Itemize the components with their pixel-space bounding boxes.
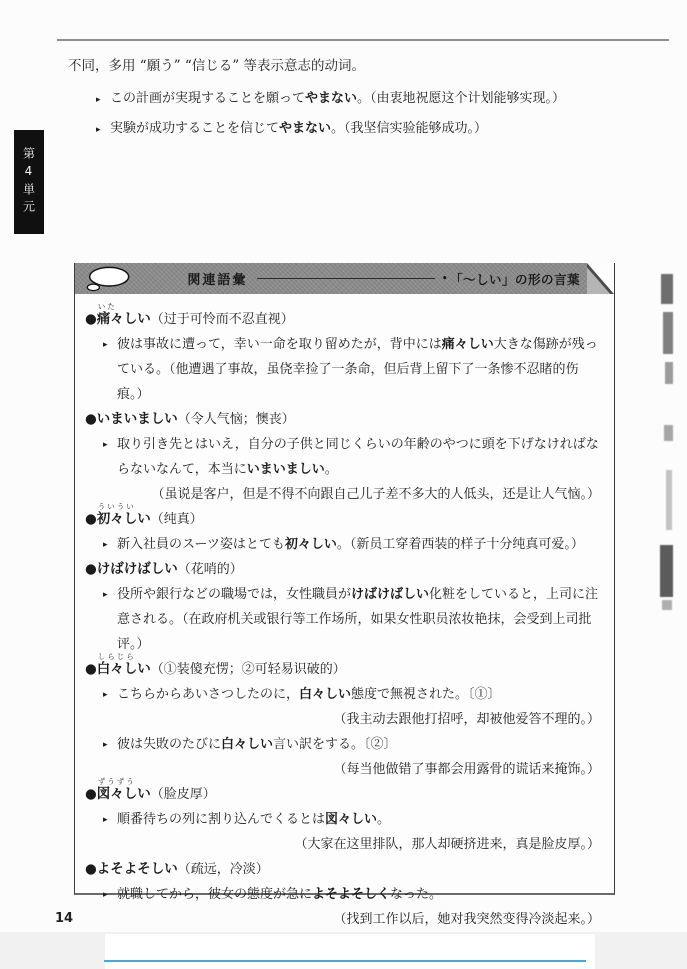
example-text xyxy=(110,114,487,144)
sentence-text: 新入社員のスーツ姿はとても xyxy=(117,537,285,552)
keyword-bold: いまいましい xyxy=(246,462,325,477)
entry-bullet-icon: ● xyxy=(85,861,97,877)
usage-example xyxy=(96,84,636,114)
vocab-entry-heading xyxy=(85,502,602,532)
keyword-bold: 初々しい xyxy=(284,537,337,552)
vocab-word-text: けばけばしい xyxy=(96,561,178,577)
vocab-entry xyxy=(85,857,602,932)
scan-artifact xyxy=(665,362,673,384)
scan-artifact xyxy=(662,600,672,610)
sentence-text: こちらからあいさつしたのに， xyxy=(117,687,300,702)
chinese-gloss: （脸皮厚） xyxy=(150,787,216,802)
chinese-translation: （找到工作以后，她对我突然变得冷淡起来。） xyxy=(333,912,600,927)
furigana: ういうい xyxy=(97,502,136,511)
chinese-gloss: （令人气恼；懊丧） xyxy=(177,412,295,427)
chinese-gloss: （过于可怜而不忍直视） xyxy=(150,312,294,327)
page-number: 14 xyxy=(55,911,74,926)
vocab-entry-heading xyxy=(85,777,602,807)
keyword-bold: 白々しい xyxy=(221,737,274,752)
example-text xyxy=(117,582,602,657)
scan-artifact xyxy=(666,470,672,530)
example-marker-icon: ▸ xyxy=(103,340,108,350)
vocab-entry xyxy=(85,302,602,407)
chinese-gloss: （疏远，冷淡） xyxy=(177,862,269,877)
vocab-word-text: よそよそしい xyxy=(96,861,178,877)
vocab-word-text: 白々しい xyxy=(96,661,151,677)
chinese-gloss: （花哨的） xyxy=(177,562,243,577)
example-text xyxy=(117,807,602,832)
chinese-gloss: （①装傻充愣；②可轻易识破的） xyxy=(150,662,346,677)
furigana: しらじら xyxy=(97,652,136,661)
chinese-gloss: （纯真） xyxy=(150,512,203,527)
vocab-entry xyxy=(85,652,602,782)
example-sentence xyxy=(85,532,602,557)
keyword-bold: やまない xyxy=(305,91,358,106)
example-marker-icon: ▸ xyxy=(103,590,108,600)
vocab-entry-heading xyxy=(85,407,602,432)
example-text xyxy=(117,532,602,557)
sentence-text: 順番待ちの列に割り込んでくるとは xyxy=(117,812,326,827)
example-sentence xyxy=(85,582,602,657)
entry-bullet-icon: ● xyxy=(85,661,97,677)
example-marker-icon: ▸ xyxy=(96,95,101,105)
bottom-accent-line xyxy=(104,960,586,962)
entry-bullet-icon: ● xyxy=(85,311,97,327)
scan-artifact xyxy=(664,425,673,441)
intro-paragraph: 不同，多用 “願う” “信じる” 等表示意志的动词。 xyxy=(68,58,365,74)
example-marker-icon: ▸ xyxy=(103,815,108,825)
related-vocab-box xyxy=(74,263,615,927)
vocab-entry xyxy=(85,557,602,657)
entry-bullet-icon: ● xyxy=(85,786,97,802)
entry-bullet-icon: ● xyxy=(85,511,97,527)
chinese-translation: （大家在这里排队，那人却硬挤进来，真是脸皮厚。） xyxy=(294,837,600,852)
vocab-word xyxy=(96,652,151,677)
example-sentence xyxy=(85,882,602,907)
top-rule xyxy=(57,39,669,41)
example-sentence xyxy=(85,682,602,707)
example-text xyxy=(117,882,602,907)
vocab-word xyxy=(96,502,151,527)
sentence-text: 。 xyxy=(377,812,391,827)
vocab-entry-heading xyxy=(85,557,602,582)
sentence-text: この計画が実現することを願って xyxy=(110,91,306,106)
vocab-entry-heading xyxy=(85,652,602,682)
vocab-word-text: 図々しい xyxy=(96,786,151,802)
vocab-word xyxy=(97,861,178,877)
chinese-translation: （我主动去跟他打招呼，却被他爱答不理的。） xyxy=(333,712,600,727)
vocab-word-text: 痛々しい xyxy=(96,311,151,327)
sentence-text: なった。 xyxy=(390,887,443,902)
example-sentence xyxy=(85,732,602,757)
sentence-text: 。 xyxy=(324,462,338,477)
vocab-entry-heading xyxy=(85,857,602,882)
vocab-word xyxy=(96,777,151,802)
example-marker-icon: ▸ xyxy=(96,125,101,135)
speech-bubble-icon xyxy=(85,266,131,292)
sentence-text: 彼は事故に遭って，幸い一命を取り留めたが，背中には xyxy=(117,337,442,352)
unit-tab: 第4単元 xyxy=(14,130,44,234)
vocab-box-subtitle: 「〜しい」の形の言葉 xyxy=(449,271,580,287)
example-text xyxy=(117,332,602,407)
sentence-text: 化粧をしていると，上司に注意される。（在政府机关或银行等工作场所，如果女性职员浓妆艳抹，会受到上司批评。） xyxy=(117,587,599,652)
next-page-edge xyxy=(105,934,595,969)
keyword-bold: 痛々しい xyxy=(441,337,494,352)
sentence-text: 態度で無視された。〔①〕 xyxy=(351,687,501,702)
keyword-bold: よそよそしく xyxy=(312,887,391,902)
vocab-entry xyxy=(85,407,602,507)
usage-example xyxy=(96,114,636,144)
sentence-text: 。（我坚信实验能够成功。） xyxy=(331,121,488,136)
sentence-text: 就職してから，彼女の態度が急に xyxy=(117,887,313,902)
sentence-text: 言い訳をする。〔②〕 xyxy=(273,737,397,752)
vocab-entries xyxy=(75,294,614,927)
vocab-box-header xyxy=(75,263,614,294)
sentence-text: 実験が成功することを信じて xyxy=(110,121,280,136)
example-text xyxy=(117,682,602,707)
furigana: いた xyxy=(97,302,117,311)
vocab-entry xyxy=(85,777,602,857)
example-marker-icon: ▸ xyxy=(103,440,108,450)
header-row xyxy=(75,263,584,294)
keyword-bold: やまない xyxy=(279,121,332,136)
example-marker-icon: ▸ xyxy=(103,690,108,700)
chinese-translation: （虽说是客户，但是不得不向跟自己儿子差不多大的人低头，还是让人气恼。） xyxy=(151,487,600,502)
scan-artifact xyxy=(663,312,673,354)
example-sentence xyxy=(85,332,602,407)
header-connector-line xyxy=(257,278,435,279)
vocab-box-title: 関連語彙 xyxy=(187,273,248,288)
example-text xyxy=(110,84,565,114)
vocab-word xyxy=(97,411,178,427)
example-text xyxy=(117,732,602,757)
vocab-word xyxy=(96,302,151,327)
entry-bullet-icon: ● xyxy=(85,411,97,427)
sentence-text: 役所や銀行などの職場では，女性職員が xyxy=(117,587,352,602)
vocab-entry xyxy=(85,502,602,557)
sentence-text: 取り引き先とはいえ，自分の子供と同じくらいの年齢のやつに頭を下げなければならないなんて，本当に xyxy=(117,437,599,477)
example-sentence xyxy=(85,432,602,482)
sentence-text: 。（新员工穿着西装的样子十分纯真可爱。） xyxy=(336,537,584,552)
example-marker-icon: ▸ xyxy=(103,890,108,900)
keyword-bold: 白々しい xyxy=(299,687,352,702)
furigana: ずうずう xyxy=(97,777,136,786)
sentence-text: 彼は失敗のたびに xyxy=(117,737,222,752)
vocab-entry-heading xyxy=(85,302,602,332)
example-text xyxy=(117,432,602,482)
top-examples xyxy=(96,84,636,144)
chinese-translation: （每当他做错了事都会用露骨的谎话来掩饰。） xyxy=(333,762,600,777)
scan-artifact xyxy=(660,545,673,597)
bullet-dot-icon: • xyxy=(441,272,448,285)
folded-corner xyxy=(587,263,614,294)
vocab-word-text: 初々しい xyxy=(96,511,151,527)
entry-bullet-icon: ● xyxy=(85,561,97,577)
vocab-word xyxy=(97,561,178,577)
example-marker-icon: ▸ xyxy=(103,740,108,750)
keyword-bold: けばけばしい xyxy=(351,587,430,602)
scan-artifact xyxy=(661,274,673,304)
keyword-bold: 図々しい xyxy=(325,812,378,827)
sentence-text: 大きな傷跡が残っている。（他遭遇了事故，虽侥幸捡了一条命，但后背上留下了一条惨不忍睹的伤痕。） xyxy=(117,337,598,402)
vocab-word-text: いまいましい xyxy=(96,411,178,427)
example-sentence xyxy=(85,807,602,832)
sentence-text: 。（由衷地祝愿这个计划能够实现。） xyxy=(357,91,566,106)
example-marker-icon: ▸ xyxy=(103,540,108,550)
